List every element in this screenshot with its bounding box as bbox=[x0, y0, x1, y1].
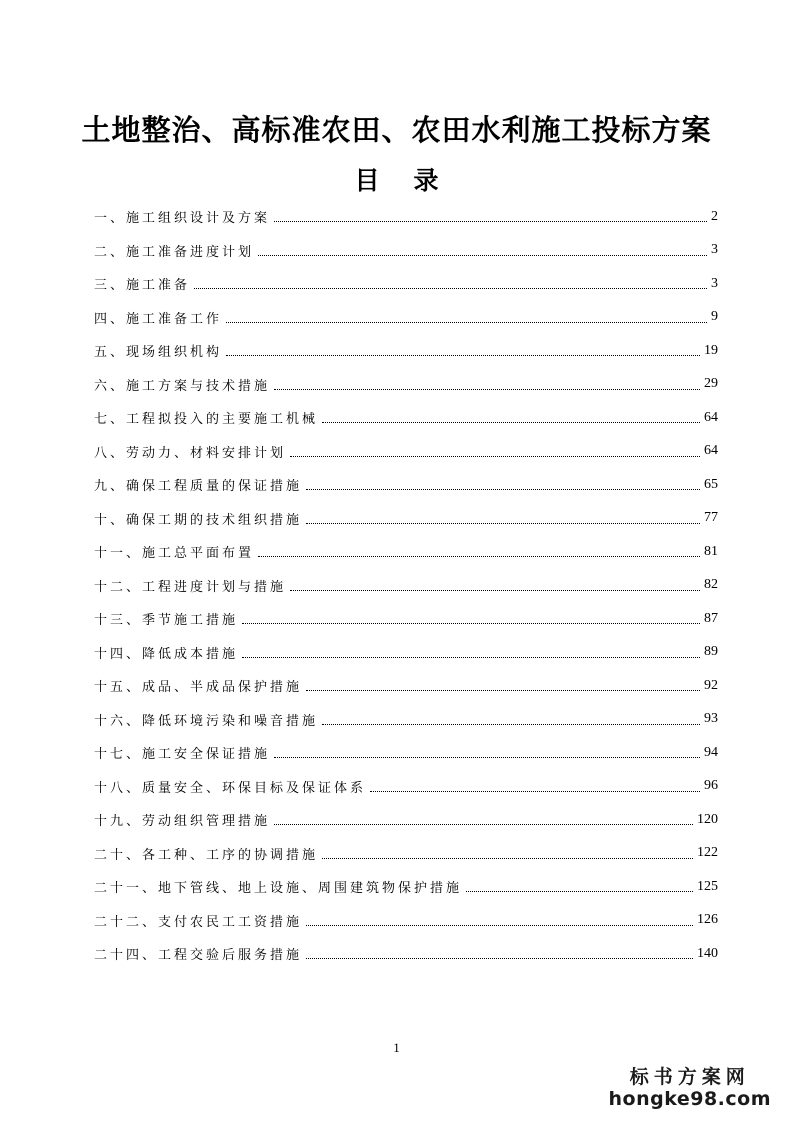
toc-dot-leader bbox=[306, 689, 700, 691]
toc-item[interactable] bbox=[94, 870, 718, 904]
toc-item-label: 十七、施工安全保证措施 bbox=[94, 743, 272, 762]
toc-dot-leader bbox=[226, 354, 700, 356]
toc-item-label: 十四、降低成本措施 bbox=[94, 643, 240, 662]
toc-item-label: 八、劳动力、材料安排计划 bbox=[94, 442, 288, 461]
toc-item-label: 五、现场组织机构 bbox=[94, 341, 224, 360]
toc-item-label: 十二、工程进度计划与措施 bbox=[94, 576, 288, 595]
toc-item[interactable] bbox=[94, 267, 718, 301]
toc-item-page: 93 bbox=[704, 711, 718, 727]
toc-dot-leader bbox=[322, 421, 700, 423]
toc-item-page: 9 bbox=[711, 309, 718, 325]
toc-dot-leader bbox=[274, 823, 693, 825]
toc-item-label: 六、施工方案与技术措施 bbox=[94, 375, 272, 394]
toc-dot-leader bbox=[242, 622, 700, 624]
toc-item-label: 十三、季节施工措施 bbox=[94, 609, 240, 628]
toc-item-label: 七、工程拟投入的主要施工机械 bbox=[94, 408, 320, 427]
toc-item-label: 三、施工准备 bbox=[94, 274, 192, 293]
toc-item[interactable] bbox=[94, 736, 718, 770]
toc-item-page: 3 bbox=[711, 242, 718, 258]
toc-item-page: 140 bbox=[697, 945, 718, 961]
watermark-site: hongke98.com bbox=[608, 1088, 771, 1110]
toc-item-page: 3 bbox=[711, 275, 718, 291]
toc-heading-char-2: 录 bbox=[413, 166, 439, 195]
toc-item-label: 十、确保工期的技术组织措施 bbox=[94, 509, 304, 528]
toc-item[interactable] bbox=[94, 569, 718, 603]
toc-item[interactable] bbox=[94, 703, 718, 737]
toc-item-page: 2 bbox=[711, 208, 718, 224]
toc-dot-leader bbox=[194, 287, 707, 289]
toc-dot-leader bbox=[290, 455, 700, 457]
toc-item-page: 29 bbox=[704, 376, 718, 392]
toc-item[interactable] bbox=[94, 401, 718, 435]
toc-item-page: 125 bbox=[697, 878, 718, 894]
toc-item[interactable] bbox=[94, 502, 718, 536]
toc-dot-leader bbox=[242, 656, 700, 658]
toc-item[interactable] bbox=[94, 234, 718, 268]
toc-dot-leader bbox=[306, 957, 693, 959]
toc-dot-leader bbox=[306, 924, 693, 926]
toc-item-label: 十六、降低环境污染和噪音措施 bbox=[94, 710, 320, 729]
toc-item-label: 二十二、支付农民工工资措施 bbox=[94, 911, 304, 930]
table-of-contents bbox=[94, 200, 718, 971]
toc-item-page: 64 bbox=[704, 443, 718, 459]
toc-item-label: 二十、各工种、工序的协调措施 bbox=[94, 844, 320, 863]
toc-item[interactable] bbox=[94, 937, 718, 971]
toc-item[interactable] bbox=[94, 803, 718, 837]
toc-dot-leader bbox=[274, 220, 707, 222]
toc-item-page: 94 bbox=[704, 744, 718, 760]
toc-item-label: 九、确保工程质量的保证措施 bbox=[94, 475, 304, 494]
toc-dot-leader bbox=[306, 522, 700, 524]
toc-item-page: 120 bbox=[697, 811, 718, 827]
toc-item-page: 19 bbox=[704, 342, 718, 358]
toc-dot-leader bbox=[466, 890, 693, 892]
toc-item[interactable] bbox=[94, 368, 718, 402]
toc-item[interactable] bbox=[94, 468, 718, 502]
toc-item-page: 96 bbox=[704, 778, 718, 794]
toc-item[interactable] bbox=[94, 535, 718, 569]
toc-dot-leader bbox=[290, 589, 700, 591]
toc-heading-char-1: 目 bbox=[354, 166, 380, 195]
toc-item[interactable] bbox=[94, 334, 718, 368]
toc-item-label: 十八、质量安全、环保目标及保证体系 bbox=[94, 777, 368, 796]
toc-item[interactable] bbox=[94, 301, 718, 335]
toc-dot-leader bbox=[306, 488, 700, 490]
toc-item-label: 四、施工准备工作 bbox=[94, 308, 224, 327]
toc-item-label: 十五、成品、半成品保护措施 bbox=[94, 676, 304, 695]
toc-dot-leader bbox=[322, 723, 700, 725]
toc-item-page: 126 bbox=[697, 912, 718, 928]
toc-item[interactable] bbox=[94, 904, 718, 938]
watermark-name: 标书方案网 bbox=[629, 1066, 750, 1088]
toc-item-label: 二十一、地下管线、地上设施、周围建筑物保护措施 bbox=[94, 877, 464, 896]
toc-dot-leader bbox=[226, 321, 707, 323]
toc-item[interactable] bbox=[94, 435, 718, 469]
toc-item-label: 二十四、工程交验后服务措施 bbox=[94, 944, 304, 963]
toc-item-page: 65 bbox=[704, 476, 718, 492]
toc-item-page: 92 bbox=[704, 677, 718, 693]
toc-item-page: 89 bbox=[704, 644, 718, 660]
toc-item[interactable] bbox=[94, 636, 718, 670]
toc-dot-leader bbox=[322, 857, 693, 859]
toc-dot-leader bbox=[274, 756, 700, 758]
toc-item[interactable] bbox=[94, 669, 718, 703]
toc-heading bbox=[0, 163, 793, 199]
page-number: 1 bbox=[393, 1040, 400, 1055]
watermark-logo bbox=[609, 1066, 772, 1110]
toc-item-page: 87 bbox=[704, 610, 718, 626]
toc-item[interactable] bbox=[94, 602, 718, 636]
document-title: 土地整治、高标准农田、农田水利施工投标方案 bbox=[81, 113, 712, 147]
toc-dot-leader bbox=[258, 254, 707, 256]
toc-item-page: 81 bbox=[704, 543, 718, 559]
toc-item-label: 十一、施工总平面布置 bbox=[94, 542, 256, 561]
toc-dot-leader bbox=[274, 388, 700, 390]
toc-item-label: 一、施工组织设计及方案 bbox=[94, 207, 272, 226]
toc-item-label: 二、施工准备进度计划 bbox=[94, 241, 256, 260]
toc-item-page: 82 bbox=[704, 577, 718, 593]
toc-item[interactable] bbox=[94, 837, 718, 871]
toc-item-page: 77 bbox=[704, 510, 718, 526]
toc-item[interactable] bbox=[94, 200, 718, 234]
toc-dot-leader bbox=[370, 790, 700, 792]
toc-item[interactable] bbox=[94, 770, 718, 804]
toc-item-page: 122 bbox=[697, 845, 718, 861]
toc-dot-leader bbox=[258, 555, 700, 557]
toc-item-page: 64 bbox=[704, 409, 718, 425]
toc-item-label: 十九、劳动组织管理措施 bbox=[94, 810, 272, 829]
